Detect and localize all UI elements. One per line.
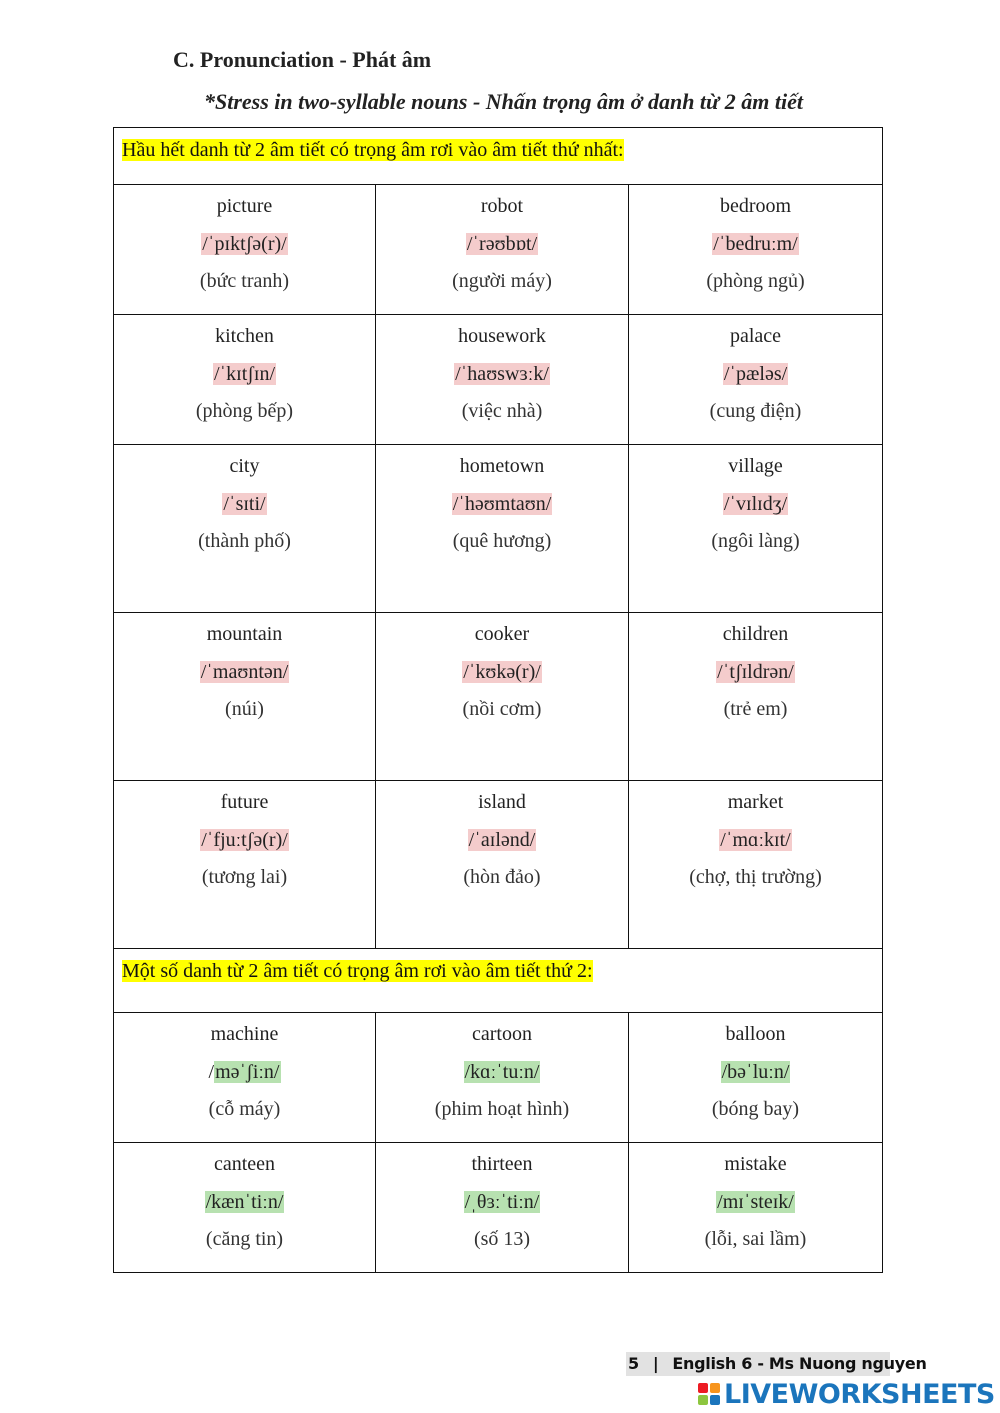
page-number: 5 bbox=[628, 1354, 639, 1373]
word-cell bbox=[376, 613, 629, 781]
word-cell bbox=[629, 613, 883, 781]
word: bedroom bbox=[719, 195, 792, 217]
word: island bbox=[478, 791, 526, 813]
word-cell bbox=[629, 781, 883, 949]
meaning: (cung điện) bbox=[709, 400, 802, 422]
ipa-transcription: /ˈtʃɪldrən/ bbox=[717, 661, 794, 683]
word: kitchen bbox=[215, 325, 274, 347]
word-cell bbox=[376, 445, 629, 613]
word: robot bbox=[480, 195, 524, 217]
word-cell bbox=[114, 1013, 376, 1143]
word: canteen bbox=[213, 1153, 276, 1175]
word-cell bbox=[376, 185, 629, 315]
meaning: (ngôi làng) bbox=[711, 530, 800, 552]
ipa-transcription: /ˈbedruːm/ bbox=[713, 233, 798, 255]
ipa-transcription: /ˈpɪktʃə(r)/ bbox=[202, 233, 287, 255]
first-syllable-rule-title: Hầu hết danh từ 2 âm tiết có trọng âm rơi vào âm tiết thứ nhất: bbox=[122, 139, 624, 161]
word: picture bbox=[216, 195, 273, 217]
word-cell bbox=[114, 315, 376, 445]
ipa-prefix: / bbox=[208, 1061, 215, 1083]
table-row bbox=[114, 315, 883, 445]
ipa-transcription: /ˈmɑːkɪt/ bbox=[720, 829, 791, 851]
table-row bbox=[114, 185, 883, 315]
table-row bbox=[114, 1143, 883, 1273]
ipa-transcription: /kɑːˈtuːn/ bbox=[464, 1061, 540, 1083]
word-cell bbox=[376, 1143, 629, 1273]
meaning: (núi) bbox=[225, 698, 264, 720]
ipa-transcription: məˈʃiːn/ bbox=[215, 1061, 280, 1083]
meaning: (nồi cơm) bbox=[462, 698, 542, 720]
ipa-transcription: /kænˈtiːn/ bbox=[205, 1191, 284, 1213]
meaning: (quê hương) bbox=[452, 530, 552, 552]
meaning: (phòng ngủ) bbox=[706, 270, 805, 292]
word: future bbox=[220, 791, 269, 813]
ipa-transcription: /ˈkʊkə(r)/ bbox=[463, 661, 541, 683]
second-syllable-rule-title: Một số danh từ 2 âm tiết có trọng âm rơi vào âm tiết thứ 2: bbox=[122, 960, 593, 982]
meaning: (bức tranh) bbox=[199, 270, 290, 292]
meaning: (cỗ máy) bbox=[208, 1098, 281, 1120]
word: mountain bbox=[206, 623, 283, 645]
meaning: (phim hoạt hình) bbox=[434, 1098, 570, 1120]
word: market bbox=[727, 791, 784, 813]
word-cell bbox=[629, 315, 883, 445]
meaning: (tương lai) bbox=[201, 866, 288, 888]
word: hometown bbox=[459, 455, 545, 477]
word: cartoon bbox=[472, 1023, 532, 1045]
section-title-cell bbox=[114, 949, 883, 1013]
word-cell bbox=[376, 315, 629, 445]
footer-separator: | bbox=[652, 1354, 659, 1373]
word: village bbox=[728, 455, 783, 477]
meaning: (chợ, thị trường) bbox=[689, 866, 822, 888]
ipa-transcription: /ˈkɪtʃɪn/ bbox=[213, 363, 276, 385]
word: housework bbox=[458, 325, 546, 347]
word: machine bbox=[210, 1023, 279, 1045]
vocabulary-table bbox=[113, 127, 883, 1273]
ipa-transcription: /ˈaɪlənd/ bbox=[468, 829, 536, 851]
word-cell bbox=[629, 185, 883, 315]
section-title-row bbox=[114, 128, 883, 185]
meaning: (lỗi, sai lầm) bbox=[704, 1228, 807, 1250]
table-row bbox=[114, 613, 883, 781]
ipa-transcription: /ˈpæləs/ bbox=[723, 363, 788, 385]
meaning: (trẻ em) bbox=[723, 698, 788, 720]
word-cell bbox=[376, 1013, 629, 1143]
ipa-transcription: /ˈsɪti/ bbox=[223, 493, 266, 515]
table-row bbox=[114, 1013, 883, 1143]
ipa-transcription: /bəˈluːn/ bbox=[721, 1061, 790, 1083]
ipa-transcription: /ˈrəʊbɒt/ bbox=[466, 233, 538, 255]
section-heading: C. Pronunciation - Phát âm bbox=[173, 47, 432, 72]
ipa-transcription: /ˈvɪlɪdʒ/ bbox=[723, 493, 788, 515]
section-subheading: *Stress in two-syllable nouns - Nhấn trọng âm ở danh từ 2 âm tiết bbox=[204, 89, 803, 114]
word-cell bbox=[114, 781, 376, 949]
word: children bbox=[722, 623, 789, 645]
meaning: (thành phố) bbox=[198, 530, 291, 552]
meaning: (hòn đảo) bbox=[463, 866, 541, 888]
word-cell bbox=[629, 445, 883, 613]
word: cooker bbox=[474, 623, 530, 645]
ipa-transcription: /ˈfjuːtʃə(r)/ bbox=[201, 829, 288, 851]
word-cell bbox=[114, 613, 376, 781]
word-cell bbox=[376, 781, 629, 949]
meaning: (số 13) bbox=[473, 1228, 531, 1250]
word: palace bbox=[729, 325, 782, 347]
liveworksheets-logo-icon bbox=[698, 1383, 720, 1405]
ipa-transcription: /ˌθɜːˈtiːn/ bbox=[464, 1191, 540, 1213]
page-footer bbox=[628, 1352, 927, 1376]
liveworksheets-brand[interactable] bbox=[698, 1379, 995, 1409]
section-title-row bbox=[114, 949, 883, 1013]
ipa-transcription: /ˈmaʊntən/ bbox=[200, 661, 289, 683]
word-cell bbox=[114, 185, 376, 315]
word-cell bbox=[629, 1013, 883, 1143]
word-cell bbox=[629, 1143, 883, 1273]
ipa-transcription: /ˈhaʊswɜːk/ bbox=[455, 363, 549, 385]
section-title-cell bbox=[114, 128, 883, 185]
brand-name: LIVEWORKSHEETS bbox=[724, 1378, 995, 1410]
word-cell bbox=[114, 1143, 376, 1273]
meaning: (người máy) bbox=[452, 270, 552, 292]
ipa-transcription: /ˈhəʊmtaʊn/ bbox=[452, 493, 552, 515]
meaning: (việc nhà) bbox=[461, 400, 543, 422]
word: thirteen bbox=[471, 1153, 533, 1175]
ipa-transcription: /mɪˈsteɪk/ bbox=[717, 1191, 794, 1213]
word: balloon bbox=[725, 1023, 786, 1045]
footer-title: English 6 - Ms Nuong nguyen bbox=[672, 1354, 927, 1373]
meaning: (bóng bay) bbox=[711, 1098, 800, 1120]
table-row bbox=[114, 445, 883, 613]
table-row bbox=[114, 781, 883, 949]
word: mistake bbox=[724, 1153, 787, 1175]
meaning: (phòng bếp) bbox=[195, 400, 294, 422]
meaning: (căng tin) bbox=[205, 1228, 284, 1250]
word-cell bbox=[114, 445, 376, 613]
word: city bbox=[229, 455, 260, 477]
